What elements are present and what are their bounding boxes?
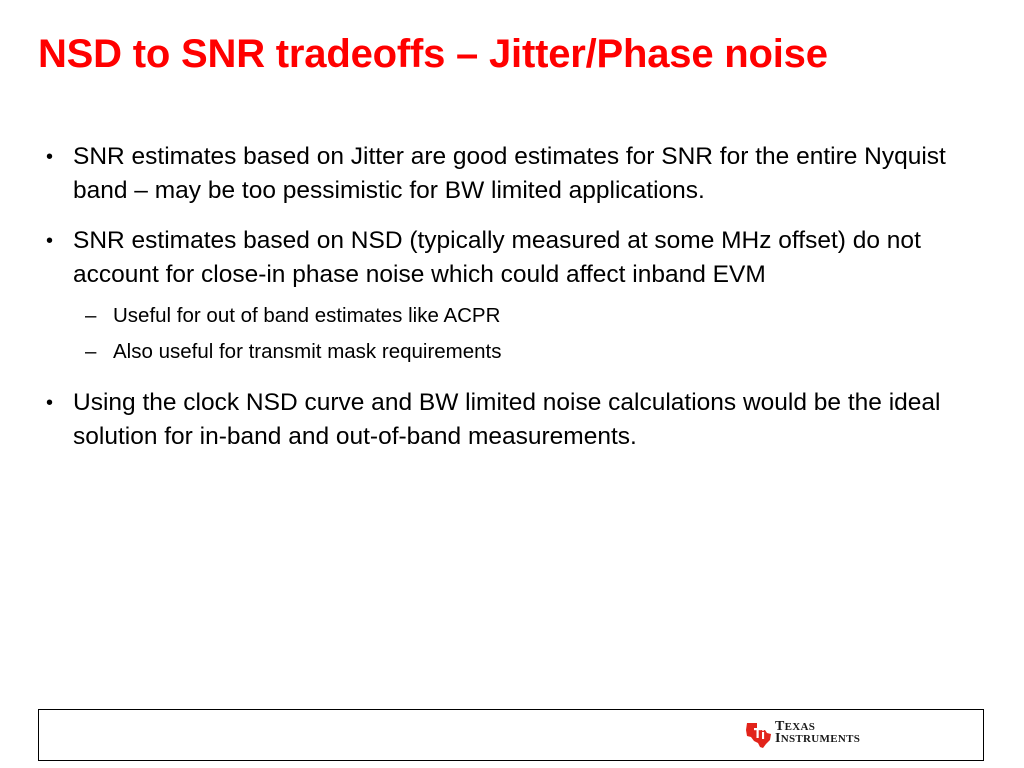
sub-bullet-item	[73, 334, 986, 370]
texas-instruments-logo	[743, 718, 873, 752]
bullet-marker: •	[46, 146, 54, 168]
sub-bullet-list	[73, 298, 986, 370]
bullet-item	[46, 386, 986, 454]
bullet-text: SNR estimates based on Jitter are good estimates for SNR for the entire Nyquist band – may be too pessimistic for BW limited applications.	[73, 143, 946, 204]
bullet-list	[46, 140, 986, 470]
bullet-text: Using the clock NSD curve and BW limited noise calculations would be the ideal solution for in-band and out-of-band measurements.	[73, 389, 941, 450]
sub-bullet-marker: –	[85, 340, 97, 363]
bullet-item	[46, 224, 986, 370]
sub-bullet-item	[73, 298, 986, 334]
bullet-item	[46, 140, 986, 208]
bullet-marker: •	[46, 230, 54, 252]
bullet-marker: •	[46, 392, 54, 414]
sub-bullet-text: Also useful for transmit mask requirements	[113, 340, 502, 363]
sub-bullet-text: Useful for out of band estimates like ACPR	[113, 304, 501, 327]
texas-state-icon	[743, 720, 773, 750]
logo-wordmark: TEXAS INSTRUMENTS	[775, 719, 861, 746]
footer-bar	[38, 709, 984, 761]
slide-title: NSD to SNR tradeoffs – Jitter/Phase noise	[38, 32, 828, 76]
sub-bullet-marker: –	[85, 304, 97, 327]
bullet-text: SNR estimates based on NSD (typically measured at some MHz offset) do not account for close-in phase noise which could affect inband EVM	[73, 227, 921, 288]
